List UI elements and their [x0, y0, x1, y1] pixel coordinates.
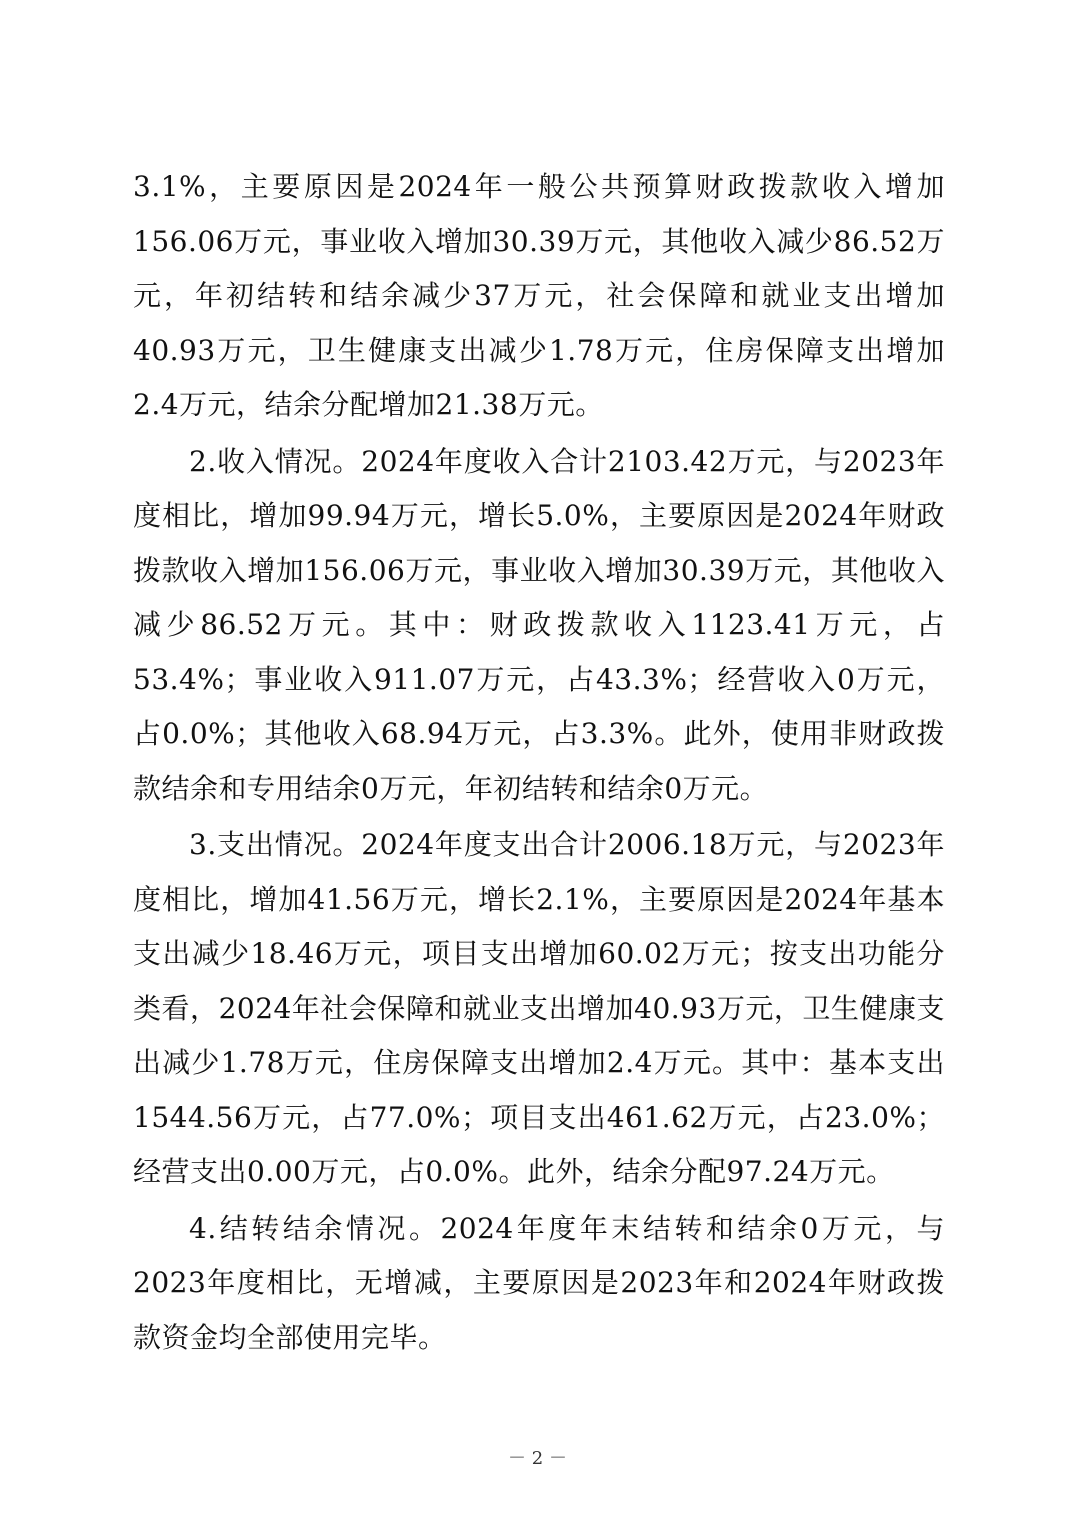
page-number: － 2 －	[508, 1448, 567, 1469]
paragraph-income: 2.收入情况。2024年度收入合计2103.42万元，与2023年度相比，增加99.94万元，增长5.0%，主要原因是2024年财政拨款收入增加156.06万元，事业收入增加30.39万元，其他收入减少86.52万元。其中：财政拨款收入1123.41万元，占53.4%；事业收入911.07万元，占43.3%；经营收入0万元，占0.0%；其他收入68.94万元，占3.3%。此外，使用非财政拨款结余和专用结余0万元，年初结转和结余0万元。	[133, 444, 945, 805]
document-body	[133, 160, 945, 1367]
paragraph-carryover: 4.结转结余情况。2024年度年末结转和结余0万元，与2023年度相比，无增减，主要原因是2023年和2024年财政拨款资金均全部使用完毕。	[133, 1211, 945, 1354]
paragraph-continuation: 3.1%，主要原因是2024年一般公共预算财政拨款收入增加156.06万元，事业收入增加30.39万元，其他收入减少86.52万元，年初结转和结余减少37万元，社会保障和就业支出增加40.93万元，卫生健康支出减少1.78万元，住房保障支出增加2.4万元，结余分配增加21.38万元。	[133, 170, 945, 421]
paragraph-expenditure: 3.支出情况。2024年度支出合计2006.18万元，与2023年度相比，增加41.56万元，增长2.1%，主要原因是2024年基本支出减少18.46万元，项目支出增加60.02万元；按支出功能分类看，2024年社会保障和就业支出增加40.93万元，卫生健康支出减少1.78万元，住房保障支出增加2.4万元。其中：基本支出1544.56万元，占77.0%；项目支出461.62万元，占23.0%；经营支出0.00万元，占0.0%。此外，结余分配97.24万元。	[133, 828, 945, 1188]
